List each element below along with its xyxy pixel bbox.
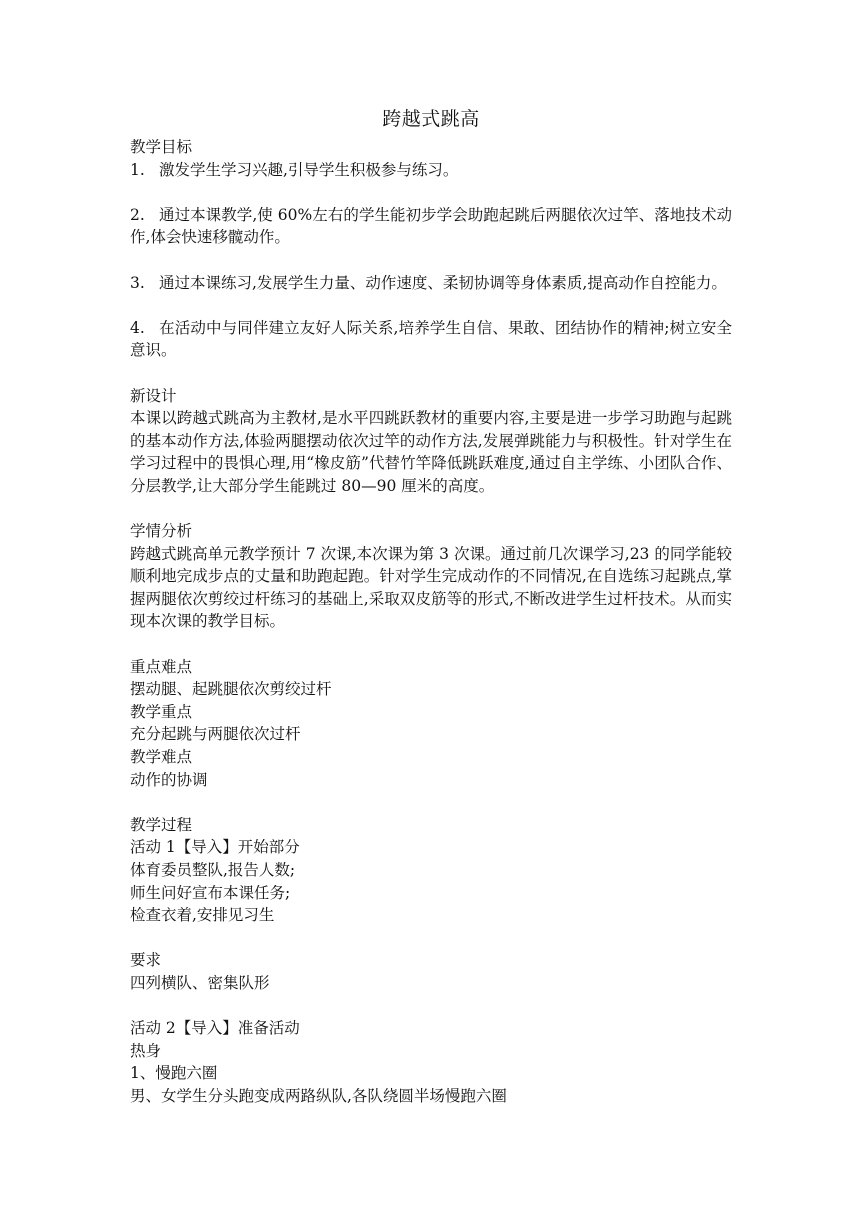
objective-text: 在活动中与同伴建立友好人际关系,培养学生自信、果敢、团结协作的精神;树立安全意识。: [130, 318, 732, 360]
document-title: 跨越式跳高: [382, 108, 480, 130]
process-heading: 教学过程: [130, 815, 193, 834]
focus-heading: 教学重点: [130, 702, 193, 721]
difficulty-heading: 教学难点: [130, 748, 193, 767]
objective-item-1: [130, 159, 732, 182]
objective-text: 通过本课练习,发展学生力量、动作速度、柔韧协调等身体素质,提高动作自控能力。: [159, 273, 727, 292]
activity-2-title: 活动 2【导入】准备活动: [130, 1019, 300, 1038]
design-heading: 新设计: [130, 386, 177, 405]
activity-1-line: 体育委员整队,报告人数;: [130, 861, 296, 879]
difficulty-text: 动作的协调: [130, 770, 208, 789]
warmup-heading: 热身: [130, 1041, 162, 1060]
objective-item-2: [130, 204, 732, 249]
objective-number: 1.: [130, 160, 145, 179]
objective-number: 2.: [130, 205, 145, 224]
requirement-heading: 要求: [130, 951, 162, 970]
objective-item-4: [130, 317, 732, 362]
objective-number: 4.: [130, 318, 145, 337]
objectives-heading: 教学目标: [130, 138, 193, 156]
warmup-text: 男、女学生分头跑变成两路纵队,各队绕圆半场慢跑六圈: [130, 1086, 507, 1105]
objective-item-3: [130, 272, 732, 295]
activity-1-line: 检查衣着,安排见习生: [130, 906, 275, 925]
activity-1-line: 师生问好宣布本课任务;: [130, 883, 291, 902]
objective-text: 激发学生学习兴趣,引导学生积极参与练习。: [159, 160, 459, 179]
requirement-text: 四列横队、密集队形: [130, 973, 270, 992]
design-paragraph: 本课以跨越式跳高为主教材,是水平四跳跃教材的重要内容,主要是进一步学习助跑与起跳的基本动作方法,体验两腿摆动依次过竿的动作方法,发展弹跳能力与积极性。针对学生在学习过程中的畏惧心理,用“橡皮筋”代替竹竿降低跳跃难度,通过自主学练、小团队合作、分层教学,让大部分学生能跳过 80—90 厘米的高度。: [130, 409, 732, 495]
document-page: [130, 104, 732, 1108]
key-points-text: 摆动腿、起跳腿依次剪绞过杆: [130, 680, 332, 699]
focus-text: 充分起跳与两腿依次过杆: [130, 725, 301, 744]
objective-text: 通过本课教学,使 60%左右的学生能初步学会助跑起跳后两腿依次过竿、落地技术动作,体会快速移髋动作。: [130, 205, 732, 247]
objective-number: 3.: [130, 273, 145, 292]
activity-1-title: 活动 1【导入】开始部分: [130, 838, 300, 857]
key-points-heading: 重点难点: [130, 657, 193, 676]
analysis-heading: 学情分析: [130, 522, 193, 541]
analysis-paragraph: 跨越式跳高单元教学预计 7 次课,本次课为第 3 次课。通过前几次课学习,23 的同学能较顺利地完成步点的丈量和助跑起跑。针对学生完成动作的不同情况,在自选练习起跳点,掌握两腿依次剪绞过杆练习的基础上,采取双皮筋等的形式,不断改进学生过杆技术。从而实现本次课的教学目标。: [130, 544, 732, 631]
warmup-item: 1、慢跑六圈: [130, 1064, 218, 1083]
